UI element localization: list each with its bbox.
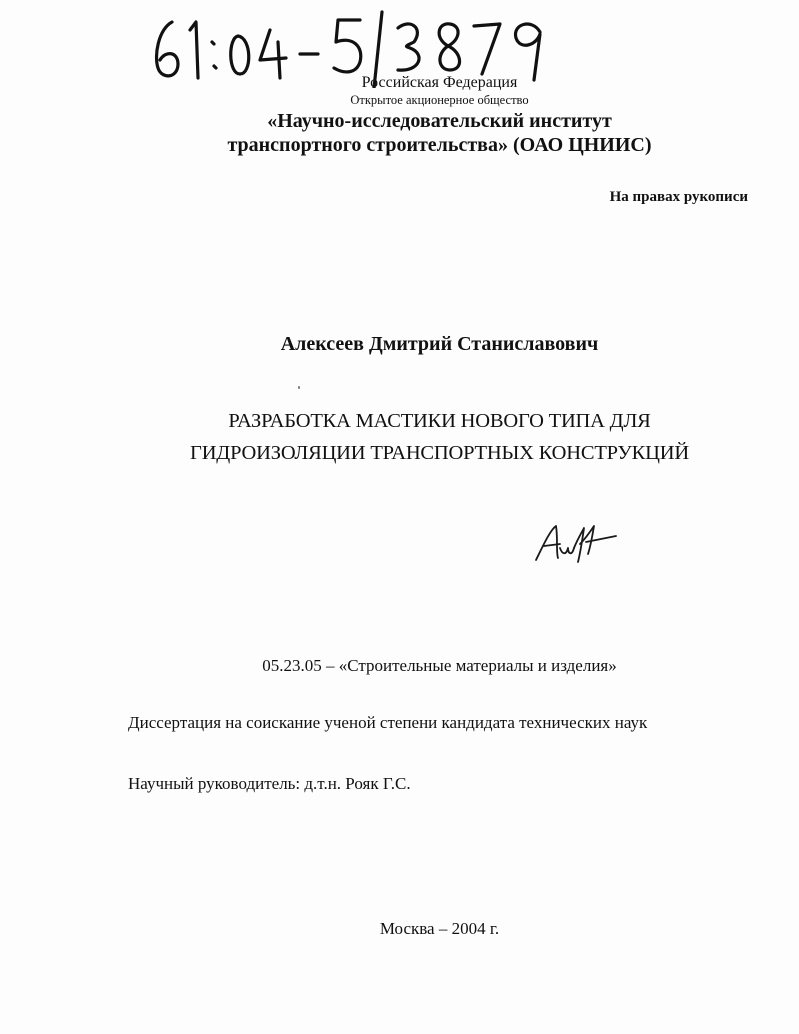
author-signature <box>530 518 620 568</box>
degree-statement: Диссертация на соискание ученой степени кандидата технических наук <box>128 713 648 732</box>
city-and-year: Москва – 2004 г. <box>379 919 500 938</box>
scientific-supervisor: Научный руководитель: д.т.н. Рояк Г.С. <box>128 774 411 793</box>
thesis-title-line-1: РАЗРАБОТКА МАСТИКИ НОВОГО ТИПА ДЛЯ <box>228 410 651 432</box>
country-name: Российская Федерация <box>361 74 518 91</box>
institute-name-line-2: транспортного строительства» (ОАО ЦНИИС) <box>227 134 652 156</box>
signature-drawing <box>530 518 620 568</box>
institute-name-line-1: «Научно-исследовательский институт <box>267 110 612 132</box>
specialty-code: 05.23.05 – «Строительные материалы и изделия» <box>262 656 617 675</box>
thesis-title-line-2: ГИДРОИЗОЛЯЦИИ ТРАНСПОРТНЫХ КОНСТРУКЦИЙ <box>190 442 689 464</box>
scan-speck <box>298 386 300 389</box>
organization-type: Открытое акционерное общество <box>350 93 529 107</box>
manuscript-rights-note: На правах рукописи <box>609 189 748 205</box>
author-name: Алексеев Дмитрий Станиславович <box>280 333 599 355</box>
